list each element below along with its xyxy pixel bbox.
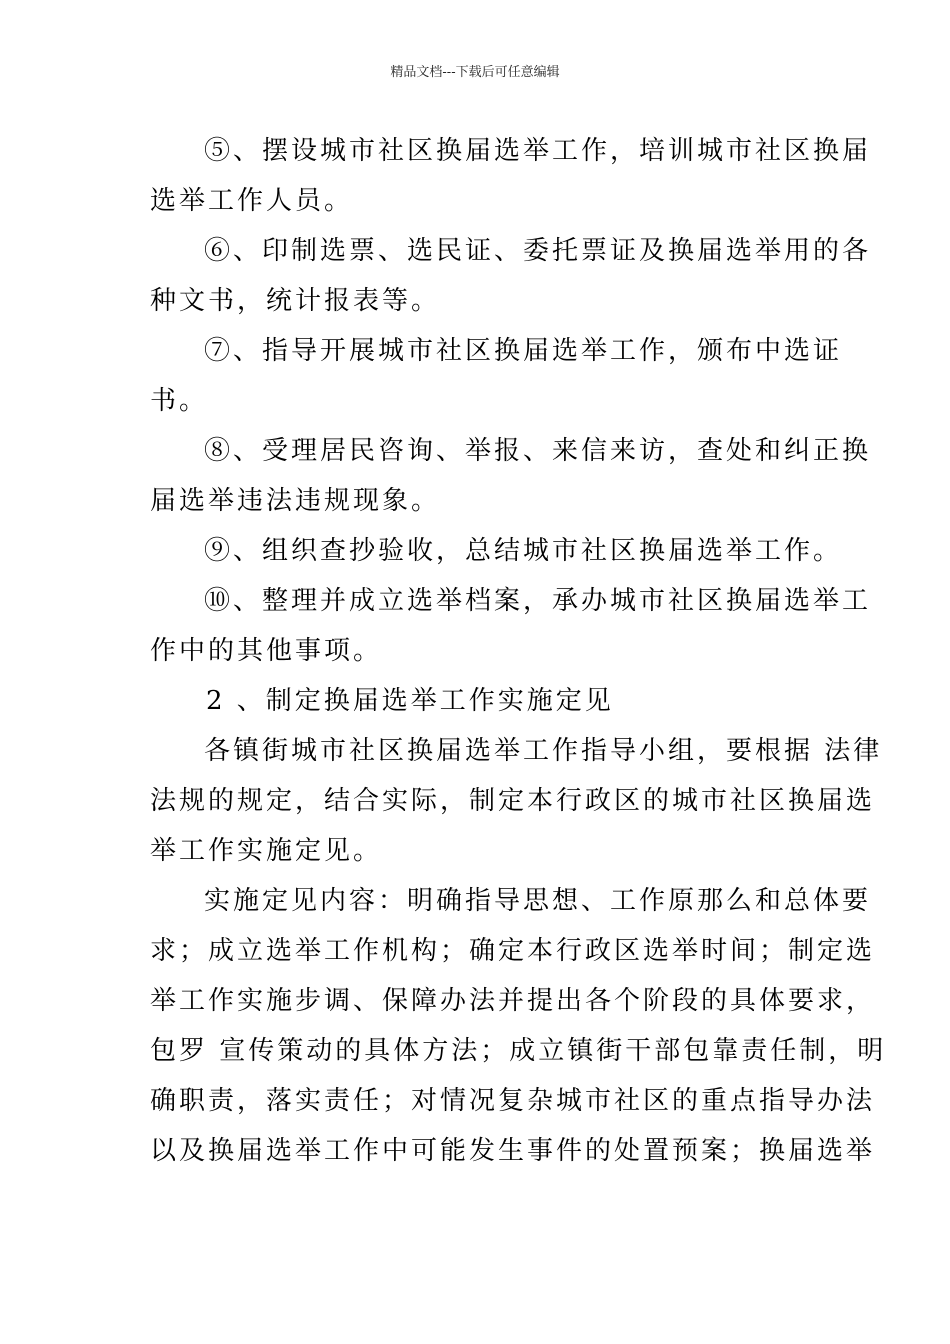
text-line: 各镇街城市社区换届选举工作指导小组，要根据 法律	[204, 736, 883, 766]
text-line: 举工作实施步调、保障办法并提出各个阶段的具体要求，	[150, 986, 876, 1016]
text-line: 法规的规定，结合实际，制定本行政区的城市社区换届选	[150, 786, 876, 816]
text-line: 届选举违法违规现象。	[150, 486, 441, 516]
text-line: ⑦、指导开展城市社区换届选举工作，颁布中选证	[204, 336, 843, 366]
text-line: ⑧、受理居民咨询、举报、来信来访，查处和纠正换	[204, 436, 872, 466]
text-line: ⑥、印制选票、选民证、委托票证及换届选举用的各	[204, 236, 872, 266]
text-line: ⑨、组织查抄验收，总结城市社区换届选举工作。	[204, 536, 843, 566]
text-line: ⑤、摆设城市社区换届选举工作，培训城市社区换届	[204, 136, 872, 166]
page-header: 精品文档---下载后可任意编辑	[390, 65, 560, 80]
text-line: 举工作实施定见。	[150, 836, 383, 866]
text-line: 选举工作人员。	[150, 186, 354, 216]
text-line: 确职责，落实责任；对情况复杂城市社区的重点指导办法	[150, 1086, 876, 1116]
text-line: 以及换届选举工作中可能发生事件的处置预案；换届选举	[150, 1136, 876, 1166]
section-heading: 2 、制定换届选举工作实施定见	[206, 686, 614, 716]
text-line: 包罗 宣传策动的具体方法；成立镇街干部包靠责任制，明	[150, 1036, 887, 1066]
document-body	[150, 126, 887, 1176]
text-line: 实施定见内容：明确指导思想、工作原那么和总体要	[204, 886, 872, 916]
text-line: 书。	[150, 386, 209, 416]
text-line: 种文书，统计报表等。	[150, 286, 441, 316]
text-line: 作中的其他事项。	[150, 636, 383, 666]
text-line: 求；成立选举工作机构；确定本行政区选举时间；制定选	[150, 936, 876, 966]
text-line: ⑩、整理并成立选举档案，承办城市社区换届选举工	[204, 586, 872, 616]
